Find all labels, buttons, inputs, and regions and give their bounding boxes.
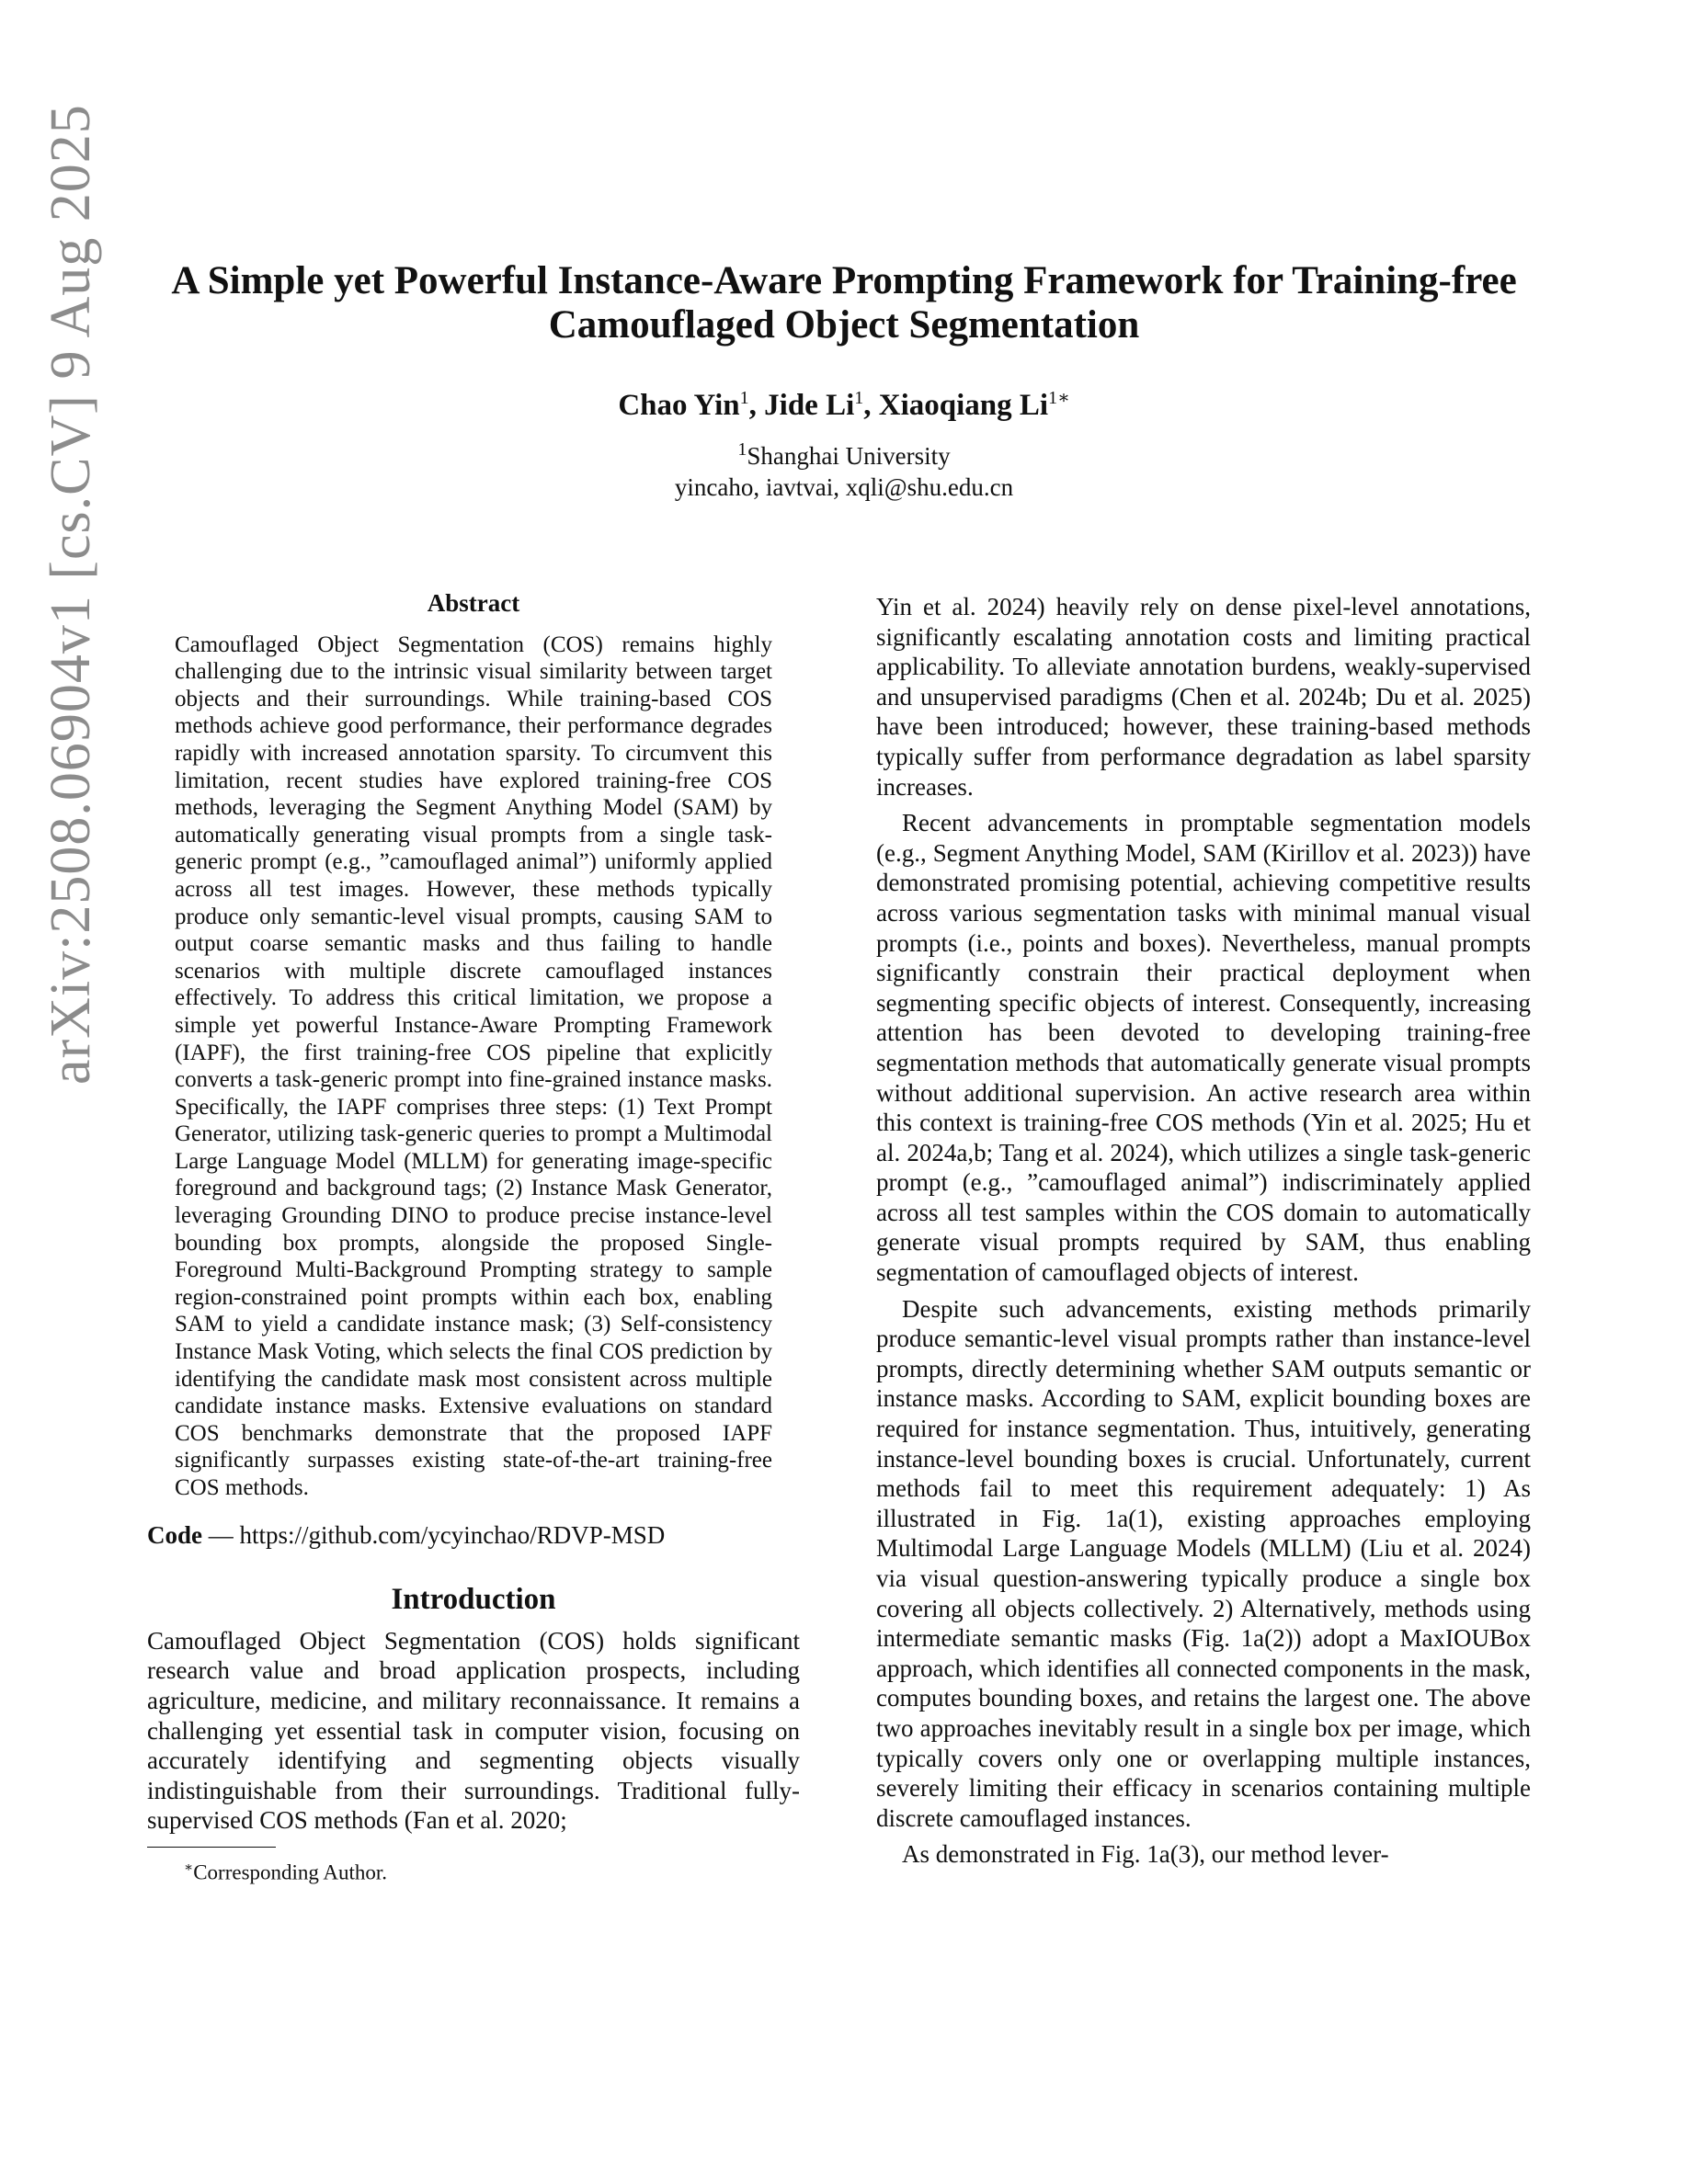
code-link-line: [147, 1520, 800, 1551]
affiliation-mark: 1: [737, 439, 747, 460]
author-name: Xiaoqiang Li: [878, 389, 1049, 422]
author-affiliation-mark: 1: [739, 388, 749, 408]
body-paragraph: Yin et al. 2024) heavily rely on dense pixel-level annotations, significantly escalating annotation costs and limiting practical applicability. To alleviate annotation burdens, weakly-supervised and unsupervised paradigms (Chen et al. 2024b; Du et al. 2025) have been introduced; however, these training-based methods typically suffer from performance degradation as label sparsity increases.: [876, 593, 1531, 801]
right-column: [876, 592, 1531, 1870]
footnote-text: Corresponding Author.: [193, 1860, 388, 1884]
introduction-paragraph: Camouflaged Object Segmentation (COS) holds significant research value and broad application prospects, including agriculture, medicine, and military reconnaissance. It remains a challenging yet essential task in computer vision, focusing on accurately identifying and segmenting objects visually indistinguishable from their surroundings. Traditional fully-supervised COS methods (Fan et al. 2020;: [147, 1626, 800, 1835]
body-paragraph: Despite such advancements, existing methods primarily produce semantic-level visual prompts rather than instance-level prompts, directly determining whether SAM outputs semantic or instance masks. According to SAM, explicit bounding boxes are required for instance segmentation. Thus, intuitively, generating instance-level bounding boxes is crucial. Unfortunately, current methods fail to meet this requirement adequately: 1) As illustrated in Fig. 1a(1), existing approaches employing Multimodal Large Language Models (MLLM) (Liu et al. 2024) via visual question-answering typically produce a single box covering all objects collectively. 2) Alternatively, methods using intermediate semantic masks (Fig. 1a(2)) adopt a MaxIOUBox approach, which identifies all connected components in the mask, computes bounding boxes, and retains the largest one. The above two approaches inevitably result in a single box per image, which typically covers only one or overlapping multiple instances, severely limiting their efficacy in scenarios containing multiple discrete camouflaged instances.: [876, 1294, 1531, 1832]
code-label: Code: [147, 1520, 202, 1549]
author-affiliation-mark: 1∗: [1048, 388, 1070, 408]
code-url-link[interactable]: https://github.com/ycyinchao/RDVP-MSD: [239, 1520, 666, 1549]
abstract-text: Camouflaged Object Segmentation (COS) remains highly challenging due to the intrinsic visual similarity between target objects and their surroundings. While training-based COS methods achieve good performance, their performance degrades rapidly with increased annotation sparsity. To circumvent this limitation, recent studies have explored training-free COS methods, leveraging the Segment Anything Model (SAM) by automatically generating visual prompts from a single task-generic prompt (e.g., ”camouflaged animal”) uniformly applied across all test images. However, these methods typically produce only semantic-level visual prompts, causing SAM to output coarse semantic masks and thus failing to handle scenarios with multiple discrete camouflaged instances effectively. To address this critical limitation, we propose a simple yet powerful Instance-Aware Prompting Framework (IAPF), the first training-free COS pipeline that explicitly converts a task-generic prompt into fine-grained instance masks. Specifically, the IAPF comprises three steps: (1) Text Prompt Generator, utilizing task-generic queries to prompt a Multimodal Large Language Model (MLLM) for generating image-specific foreground and background tags; (2) Instance Mask Generator, leveraging Grounding DINO to produce precise instance-level bounding box prompts, alongside the proposed Single-Foreground Multi-Background Prompting strategy to sample region-constrained point prompts within each box, enabling SAM to yield a candidate instance mask; (3) Self-consistency Instance Mask Voting, which selects the final COS prediction by identifying the candidate mask most consistent across multiple candidate instance masks. Extensive evaluations on standard COS benchmarks demonstrate that the proposed IAPF significantly surpasses existing state-of-the-art training-free COS methods.: [175, 631, 772, 1500]
footnote: [184, 1855, 800, 1886]
abstract-heading: Abstract: [427, 589, 520, 617]
author-emails: yincaho, iavtvai, xqli@shu.edu.cn: [674, 473, 1014, 501]
title-line-1: A Simple yet Powerful Instance-Aware Prompting Framework for Training-free: [171, 259, 1517, 302]
author-name: Jide Li: [764, 389, 855, 422]
left-column: [147, 588, 800, 1886]
author-name: Chao Yin: [618, 389, 740, 422]
paper-title: [147, 259, 1541, 347]
footnote-divider: [147, 1847, 276, 1848]
body-paragraph: As demonstrated in Fig. 1a(3), our method lever-: [902, 1840, 1389, 1869]
affiliation-block: [147, 434, 1541, 503]
author-list: Chao Yin$^1$, Jide Li$^1$, Xiaoqiang $Li^{1∗}$: [618, 388, 1070, 422]
footnote-mark: ∗: [184, 1860, 194, 1875]
title-line-2: Camouflaged Object Segmentation: [548, 303, 1140, 347]
author-affiliation-mark: 1: [854, 388, 864, 408]
body-paragraph: Recent advancements in promptable segmentation models (e.g., Segment Anything Model, SAM (Kirillov et al. 2023)) have demonstrated promising potential, achieving competitive results across various segmentation tasks with minimal manual visual prompts (i.e., points and boxes). Nevertheless, manual prompts significantly constrain their practical deployment when segmenting specific objects of interest. Consequently, increasing attention has been devoted to developing training-free segmentation methods that automatically generate visual prompts without additional supervision. An active research area within this context is training-free COS methods (Yin et al. 2025; Hu et al. 2024a,b; Tang et al. 2024), which utilizes a single task-generic prompt (e.g., ”camouflaged animal”) indiscriminately applied across all test samples within the COS domain to automatically generate visual prompts required by SAM, thus enabling segmentation of camouflaged objects of interest.: [876, 809, 1531, 1287]
arxiv-identifier: arXiv:2508.06904v1 [cs.CV] 9 Aug 2025: [40, 104, 102, 1085]
introduction-heading: Introduction: [391, 1583, 556, 1617]
affiliation-name: Shanghai University: [747, 442, 951, 470]
code-separator: —: [202, 1520, 240, 1549]
